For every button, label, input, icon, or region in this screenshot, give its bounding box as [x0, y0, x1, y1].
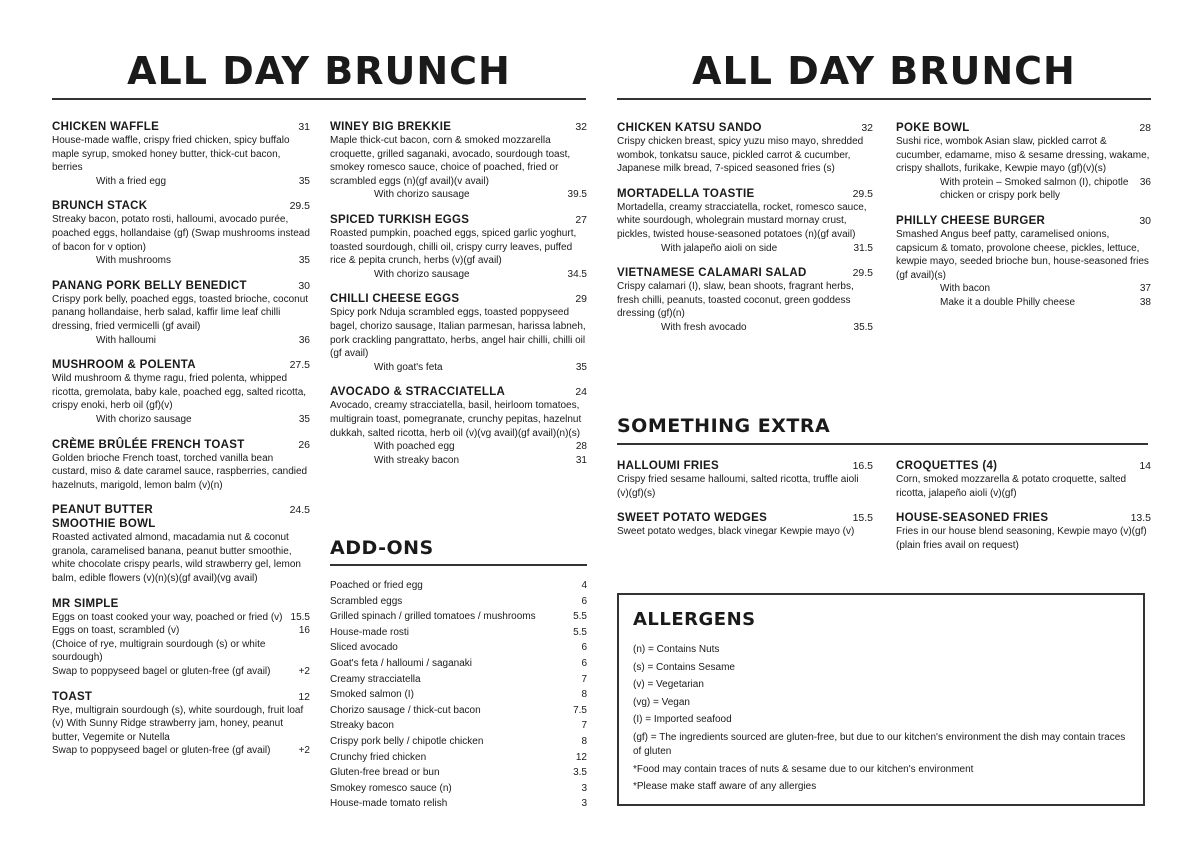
- menu-item-name: [896, 511, 1048, 525]
- menu-item-option-price: 36: [1139, 176, 1151, 188]
- menu-item-header: [617, 266, 873, 280]
- menu-item-price: 29.5: [289, 200, 310, 213]
- addon-name: Poached or fried egg: [330, 580, 423, 591]
- menu-item-name-line: AVOCADO & STRACCIATELLA: [330, 386, 506, 399]
- menu-item-name-line: POKE BOWL: [896, 122, 970, 134]
- menu-item-option-text: With protein – Smoked salmon (I), chipotle chicken or crispy pork belly: [940, 176, 1129, 202]
- menu-item-name: [617, 187, 754, 201]
- menu-item-option-text: With chorizo sausage: [374, 268, 470, 280]
- menu-item-price: 30: [298, 279, 310, 292]
- menu-item: [617, 459, 873, 500]
- menu-item-description: Crispy chicken breast, spicy yuzu miso mayo, shredded wombok, tonkatsu sauce, pickled carrot & cucumber, Japanese milk bread, 7-spiced seasoned fries (s): [617, 136, 864, 175]
- menu-item-name-line: BRUNCH STACK: [52, 200, 148, 213]
- menu-item-option-price: 36: [298, 334, 310, 346]
- addon-item: [330, 672, 587, 688]
- allergen-line: (gf) = The ingredients sourced are gluten-free, but due to our kitchen's environment the dish may contain traces of gluten: [633, 731, 1126, 757]
- menu-item-price: 30: [1139, 214, 1151, 227]
- menu-item-name-line: HOUSE-SEASONED FRIES: [896, 512, 1049, 525]
- addon-name: Creamy stracciatella: [330, 673, 421, 685]
- addon-name: Smoked salmon (I): [330, 689, 414, 701]
- addon-name: Crispy pork belly / chipotle chicken: [330, 735, 484, 747]
- menu-item-header: [52, 597, 310, 611]
- menu-item-price: 29: [575, 293, 587, 306]
- addons-divider: [330, 564, 587, 566]
- menu-item-name-line: CRÈME BRÛLÉE FRENCH TOAST: [52, 438, 245, 451]
- allergen-line: (s) = Contains Sesame: [633, 661, 735, 673]
- menu-item-option: [52, 334, 310, 348]
- menu-item-header: [52, 199, 310, 213]
- menu-item-name-line: CHILLI CHEESE EGGS: [330, 293, 460, 306]
- menu-item-name: [617, 121, 762, 135]
- menu-item-option-price: 31.5: [853, 242, 873, 254]
- menu-item: [896, 511, 1151, 552]
- menu-item-name: [52, 199, 147, 213]
- something-extra-divider: [617, 443, 1148, 445]
- allergens-heading: ALLERGENS: [633, 609, 756, 630]
- menu-item: [330, 292, 587, 374]
- menu-item-name-line: SWEET POTATO WEDGES: [617, 512, 768, 525]
- menu-item-header: [330, 385, 587, 399]
- addon-name: Crunchy fried chicken: [330, 751, 427, 763]
- menu-item-header: [896, 511, 1151, 525]
- menu-item-option: [52, 254, 310, 268]
- menu-item: [330, 213, 587, 281]
- menu-item: [52, 690, 310, 758]
- menu-item-option-text: With mushrooms: [96, 255, 172, 267]
- menu-item-option: [330, 188, 587, 202]
- menu-item-option-price: 31: [575, 454, 587, 466]
- menu-item-name-line: MUSHROOM & POLENTA: [52, 359, 196, 372]
- menu-item-name-line: CHICKEN KATSU SANDO: [617, 122, 762, 134]
- menu-item-description: Roasted pumpkin, poached eggs, spiced garlic yoghurt, toasted sourdough, chilli oil, crispy curry leaves, puffed rice & pepita crunch, herbs (v)(gf avail): [330, 227, 577, 267]
- addon-price: 6: [581, 657, 587, 669]
- addon-price: 7: [581, 673, 587, 685]
- menu-item-description: Sweet potato wedges, black vinegar Kewpie mayo (v): [617, 526, 855, 538]
- menu-item-option: [52, 638, 310, 665]
- menu-item-price: 24: [575, 386, 587, 399]
- menu-item-header: [52, 358, 310, 372]
- menu-column-2: [330, 120, 587, 478]
- menu-item-name: [330, 385, 505, 399]
- menu-item-option-text: With halloumi: [96, 334, 157, 346]
- menu-item-name: [617, 266, 807, 280]
- addon-name: Grilled spinach / grilled tomatoes / mushrooms: [330, 611, 536, 623]
- menu-item-name: [896, 121, 970, 135]
- menu-item-description: Golden brioche French toast, torched vanilla bean custard, miso & date caramel sauce, raspberries, candied hazelnuts, marigold, lemon balm (v)(n): [52, 452, 308, 491]
- menu-item-description: Crispy calamari (I), slaw, bean shoots, fragrant herbs, fresh chilli, peanuts, toasted coconut, green goddess dressing (gf)(n): [617, 281, 854, 320]
- menu-item-option-price: 35: [298, 255, 310, 267]
- menu-item-header: [330, 120, 587, 134]
- title-divider-right: [617, 98, 1151, 100]
- menu-item-header: [617, 459, 873, 473]
- menu-item-option-text: Swap to poppyseed bagel or gluten-free (gf avail): [52, 666, 271, 678]
- menu-item-option: [330, 361, 587, 375]
- allergen-line: (n) = Contains Nuts: [633, 644, 720, 655]
- addon-item: [330, 734, 587, 750]
- menu-item-option: [52, 175, 310, 189]
- menu-item-option-text: Make it a double Philly cheese: [940, 296, 1076, 308]
- addon-item: [330, 640, 587, 656]
- menu-item-header: [896, 214, 1151, 228]
- addon-name: Streaky bacon: [330, 720, 394, 732]
- menu-item-name-line: MORTADELLA TOASTIE: [617, 187, 755, 200]
- menu-item-option-text: With goat's feta: [374, 361, 443, 373]
- menu-item-option-text: With chorizo sausage: [374, 189, 470, 201]
- menu-item: [896, 459, 1151, 500]
- menu-item-option-price: 35: [575, 361, 587, 373]
- addon-name: House-made tomato relish: [330, 798, 448, 810]
- menu-item-option-text: With chorizo sausage: [96, 413, 192, 425]
- menu-item-name: [617, 511, 767, 525]
- menu-item-price: 24.5: [289, 504, 310, 517]
- menu-item-name: [896, 459, 997, 473]
- title-divider-left: [52, 98, 586, 100]
- menu-item-option: [52, 744, 310, 758]
- menu-item: [617, 121, 873, 176]
- menu-item-option-text: With a fried egg: [96, 175, 167, 187]
- menu-column-3: [617, 121, 873, 346]
- menu-item-description: Mortadella, creamy stracciatella, rocket, romesco sauce, white sourdough, wholegrain mustard mornay crust, pickles, twisted house-seasoned potatoes (n)(gf avail): [617, 201, 867, 240]
- addon-item: [330, 796, 587, 812]
- menu-item-option-text: (Choice of rye, multigrain sourdough (s) or white sourdough): [52, 638, 266, 664]
- menu-item-option: [896, 176, 1151, 203]
- addon-item: [330, 578, 587, 594]
- addon-price: 6: [581, 595, 587, 607]
- menu-item-price: 13.5: [1130, 512, 1151, 525]
- menu-item-option-price: 39.5: [567, 189, 587, 201]
- menu-item-name-line: VIETNAMESE CALAMARI SALAD: [617, 267, 807, 280]
- menu-item-description: House-made waffle, crispy fried chicken, spicy buffalo maple syrup, smoked honey butter, thick-cut bacon, berries: [52, 135, 290, 174]
- menu-item-name: [52, 120, 159, 134]
- menu-item-name-line: MR SIMPLE: [52, 597, 119, 610]
- menu-item-name: [52, 279, 247, 293]
- menu-item-name-line: TOAST: [52, 690, 93, 703]
- menu-item-option-price: +2: [298, 666, 310, 678]
- menu-item-price: 26: [298, 438, 310, 451]
- addon-name: Smokey romesco sauce (n): [330, 782, 452, 794]
- menu-item-description: Sushi rice, wombok Asian slaw, pickled carrot & cucumber, edamame, miso & sesame dressing, wakame, crispy shallots, furikake, Kewpie mayo (gf)(v)(s): [896, 136, 1150, 175]
- menu-item-name-line: PHILLY CHEESE BURGER: [896, 214, 1046, 227]
- menu-item-option-price: 35: [298, 175, 310, 187]
- menu-item-price: 16.5: [852, 460, 873, 472]
- menu-item-option: [896, 282, 1151, 296]
- addon-name: Gluten-free bread or bun: [330, 767, 440, 779]
- menu-item-description: Crispy pork belly, poached eggs, toasted brioche, coconut panang hollandaise, herb salad, kaffir lime leaf chilli dressing, fried vermicelli (gf avail): [52, 293, 309, 332]
- menu-item-price: 27: [575, 213, 587, 226]
- addon-price: 3: [581, 782, 587, 794]
- menu-item-option-price: 38: [1139, 296, 1151, 308]
- addons-list: [330, 578, 587, 812]
- menu-item-header: [617, 121, 873, 135]
- menu-item-option: [52, 413, 310, 427]
- menu-item-name: [330, 292, 459, 306]
- menu-item-option: [330, 454, 587, 468]
- addon-price: 6: [581, 642, 587, 654]
- menu-item-option-price: 15.5: [290, 611, 310, 623]
- menu-item-description: Wild mushroom & thyme ragu, fried polenta, whipped ricotta, gremolata, baby kale, poached egg, salted ricotta, crispy enoki, herb oil (gf)(v): [52, 373, 307, 412]
- menu-item-name: [52, 690, 92, 704]
- menu-item-description: Corn, smoked mozzarella & potato croquette, salted ricotta, jalapeño aioli (v)(gf): [896, 474, 1127, 499]
- menu-item-name: [52, 438, 245, 452]
- menu-item: [52, 358, 310, 426]
- menu-item-option: [896, 296, 1151, 310]
- menu-item-option-text: With streaky bacon: [374, 454, 460, 466]
- menu-item-price: 28: [1139, 122, 1151, 134]
- addon-name: Goat's feta / halloumi / saganaki: [330, 657, 472, 669]
- page-title-left: ALL DAY BRUNCH: [127, 49, 511, 93]
- menu-item: [896, 121, 1151, 203]
- menu-item-price: 15.5: [852, 512, 873, 525]
- addons-heading: ADD-ONS: [330, 537, 434, 559]
- menu-item-name-line: WINEY BIG BREKKIE: [330, 121, 452, 133]
- menu-item-option-text: With jalapeño aioli on side: [661, 242, 778, 254]
- menu-item: [52, 438, 310, 493]
- addon-item: [330, 718, 587, 734]
- menu-item: [617, 187, 873, 255]
- menu-item-price: 31: [298, 121, 310, 133]
- menu-item-name: [330, 213, 469, 227]
- menu-item-option-price: +2: [298, 745, 310, 757]
- menu-item-header: [52, 690, 310, 704]
- menu-item: [52, 120, 310, 188]
- addon-price: 5.5: [573, 626, 587, 638]
- menu-item: [330, 385, 587, 467]
- menu-item-option-text: With poached egg: [374, 441, 455, 453]
- menu-item-name-line: PEANUT BUTTER: [52, 504, 154, 517]
- addon-item: [330, 781, 587, 797]
- menu-item-option-price: 37: [1139, 283, 1151, 295]
- addon-price: 3.5: [573, 767, 587, 779]
- menu-item-name-line: CHICKEN WAFFLE: [52, 121, 160, 133]
- menu-item-price: 29.5: [852, 187, 873, 200]
- menu-item-header: [617, 187, 873, 201]
- addon-price: 5.5: [573, 611, 587, 623]
- menu-item-description: Crispy fried sesame halloumi, salted ricotta, truffle aioli (v)(gf)(s): [617, 474, 859, 499]
- allergen-line: *Please make staff aware of any allergies: [633, 781, 817, 792]
- addon-item: [330, 625, 587, 641]
- addon-price: 4: [581, 580, 587, 591]
- addon-name: House-made rosti: [330, 626, 409, 638]
- menu-item-name: [330, 120, 451, 134]
- page-title-right: ALL DAY BRUNCH: [692, 49, 1076, 93]
- addon-item: [330, 703, 587, 719]
- menu-item-price: 32: [575, 121, 587, 133]
- menu-item-option: [617, 321, 873, 335]
- menu-column-1: [52, 120, 310, 769]
- addon-name: Chorizo sausage / thick-cut bacon: [330, 704, 481, 716]
- extra-column-left: [617, 459, 873, 550]
- addon-name: Scrambled eggs: [330, 595, 403, 607]
- menu-item-price: 12: [298, 690, 310, 703]
- menu-item-header: [52, 503, 310, 531]
- menu-item-option: [617, 242, 873, 256]
- menu-item-option-text: With fresh avocado: [661, 321, 747, 333]
- menu-item-option: [52, 624, 310, 638]
- addon-price: 3: [581, 798, 587, 810]
- addon-item: [330, 656, 587, 672]
- extra-column-right: [896, 459, 1151, 563]
- addon-price: 7: [581, 720, 587, 732]
- menu-item-option-text: Swap to poppyseed bagel or gluten-free (gf avail): [52, 745, 271, 757]
- menu-item: [617, 511, 873, 539]
- menu-item-name: [896, 214, 1045, 228]
- menu-item-header: [896, 459, 1151, 473]
- menu-item-option-price: 35: [298, 413, 310, 425]
- menu-item-header: [52, 438, 310, 452]
- allergen-line: (v) = Vegetarian: [633, 679, 704, 690]
- menu-item-description: Roasted activated almond, macadamia nut & coconut granola, caramelised banana, peanut butter smoothie, white chocolate crispy pearls, wild strawberry gel, lemon balm, edible flowers (v)(n)(s)(gf avail)(vg avail): [52, 532, 301, 585]
- menu-item-price: 32: [861, 122, 873, 134]
- menu-item-price: 14: [1139, 460, 1151, 472]
- menu-item-description: Maple thick-cut bacon, corn & smoked mozzarella croquette, grilled saganaki, avocado, sourdough toast, smokey romesco sauce, choice of poached, fried or scrambled eggs (n)(gf avail)(v avail): [330, 135, 571, 187]
- menu-item-name-line: CROQUETTES (4): [896, 460, 998, 472]
- menu-item-description: Avocado, creamy stracciatella, basil, heirloom tomatoes, multigrain toast, pomegranate, crunchy pepitas, hazelnut dukkah, salted ricotta, herb oil (v)(vg avail)(gf avail)(n)(s): [330, 400, 582, 439]
- addon-item: [330, 687, 587, 703]
- menu-item-description: Smashed Angus beef patty, caramelised onions, capsicum & tomato, provolone cheese, pickles, lettuce, kewpie mayo, seeded brioche bun, house-seasoned fries (gf avail)(s): [896, 228, 1149, 281]
- allergen-line: (vg) = Vegan: [633, 696, 690, 708]
- menu-item-option-price: 35.5: [853, 321, 873, 333]
- menu-item-description: Spicy pork Nduja scrambled eggs, toasted poppyseed bagel, chorizo sausage, Italian parmesan, harissa labneh, pork crackling pangrattato, herbs, angel hair chilli, chilli oil (gf avail): [330, 307, 586, 360]
- menu-item-name-line: PANANG PORK BELLY BENEDICT: [52, 279, 247, 292]
- menu-item-option: [52, 611, 310, 625]
- menu-item: [617, 266, 873, 334]
- menu-item-header: [617, 511, 873, 525]
- menu-item-header: [330, 213, 587, 227]
- menu-item-option: [52, 665, 310, 679]
- menu-item-description: Fries in our house blend seasoning, Kewpie mayo (v)(gf) (plain fries avail on request): [896, 526, 1147, 551]
- addon-name: Sliced avocado: [330, 642, 398, 654]
- menu-item-name: [617, 459, 719, 473]
- menu-item-option-text: Eggs on toast, scrambled (v): [52, 625, 180, 637]
- menu-item-option-text: With bacon: [940, 283, 991, 295]
- addon-item: [330, 594, 587, 610]
- addon-item: [330, 750, 587, 766]
- menu-item-header: [52, 279, 310, 293]
- menu-item-price: 29.5: [852, 267, 873, 280]
- menu-item-description: Streaky bacon, potato rosti, halloumi, avocado purée, poached eggs, hollandaise (gf) (Swap mushrooms instead of bacon for v option): [52, 214, 310, 253]
- menu-item-name: [52, 358, 196, 372]
- allergen-line: (I) = Imported seafood: [633, 714, 732, 725]
- addon-price: 7.5: [573, 704, 587, 716]
- menu-item-name-line: SPICED TURKISH EGGS: [330, 213, 470, 226]
- menu-item-name: [52, 503, 156, 531]
- menu-item: [896, 214, 1151, 310]
- menu-item-name-line: HALLOUMI FRIES: [617, 460, 719, 472]
- menu-item: [52, 199, 310, 267]
- allergen-line: *Food may contain traces of nuts & sesame due to our kitchen's environment: [633, 763, 974, 775]
- menu-item-option-text: Eggs on toast cooked your way, poached or fried (v): [52, 611, 283, 623]
- menu-item-description: Rye, multigrain sourdough (s), white sourdough, fruit loaf (v) With Sunny Ridge strawberry jam, honey, peanut butter, Vegemite or Nutella: [52, 704, 304, 743]
- menu-column-4: [896, 121, 1151, 321]
- menu-item-name: [52, 597, 119, 611]
- menu-item-option-price: 34.5: [567, 268, 587, 280]
- menu-item-header: [896, 121, 1151, 135]
- allergens-box: [617, 593, 1145, 806]
- menu-item-header: [52, 120, 310, 134]
- menu-item: [52, 279, 310, 347]
- menu-item: [52, 597, 310, 679]
- addon-item: [330, 765, 587, 781]
- menu-item-name-line: SMOOTHIE BOWL: [52, 518, 156, 531]
- menu-item: [330, 120, 587, 202]
- menu-item-price: 27.5: [289, 359, 310, 372]
- menu-item-header: [330, 292, 587, 306]
- addon-item: [330, 609, 587, 625]
- addon-price: 12: [575, 751, 587, 763]
- menu-item-option-price: 28: [575, 441, 587, 453]
- menu-item-option: [330, 440, 587, 454]
- addon-price: 8: [581, 689, 587, 701]
- menu-item: [52, 503, 310, 585]
- menu-item-option-price: 16: [298, 625, 310, 637]
- something-extra-heading: SOMETHING EXTRA: [617, 415, 831, 437]
- menu-item-option: [330, 268, 587, 282]
- addon-price: 8: [581, 735, 587, 747]
- allergens-list: [633, 641, 1129, 796]
